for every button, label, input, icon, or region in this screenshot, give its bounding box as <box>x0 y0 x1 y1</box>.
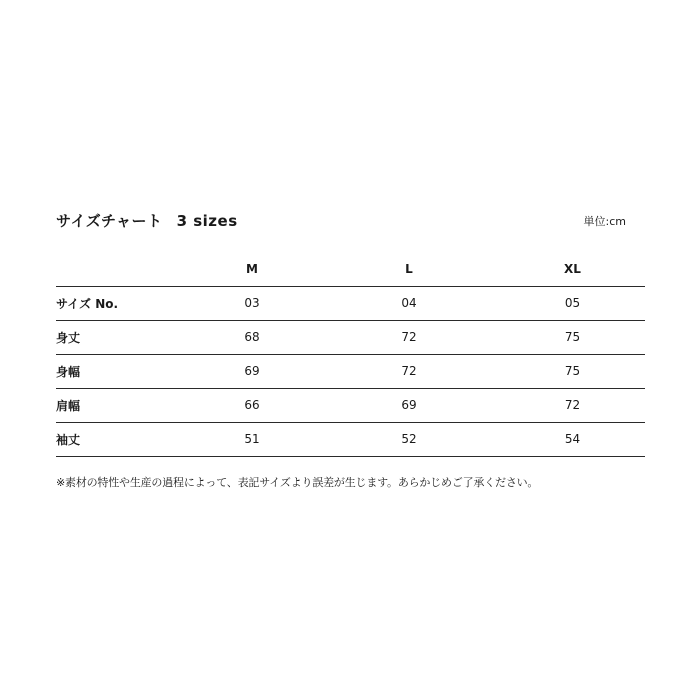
header-cell-label <box>56 252 186 286</box>
header-cell-l: L <box>318 252 500 286</box>
row-label: サイズ No. <box>56 286 186 320</box>
row-label: 袖丈 <box>56 422 186 456</box>
row-label: 身丈 <box>56 320 186 354</box>
cell-value: 68 <box>186 320 318 354</box>
table-row <box>56 422 645 456</box>
cell-value: 69 <box>318 388 500 422</box>
cell-value: 72 <box>318 354 500 388</box>
footnote: ※素材の特性や生産の過程によって、表記サイズより誤差が生じます。あらかじめご了承ください。 <box>56 476 539 489</box>
size-table <box>56 252 645 457</box>
cell-value: 75 <box>500 320 645 354</box>
row-label: 肩幅 <box>56 388 186 422</box>
cell-value: 51 <box>186 422 318 456</box>
cell-value: 54 <box>500 422 645 456</box>
cell-value: 69 <box>186 354 318 388</box>
cell-value: 66 <box>186 388 318 422</box>
chart-title: サイズチャート <box>56 212 163 230</box>
size-count: 3 sizes <box>176 212 238 230</box>
cell-value: 03 <box>186 286 318 320</box>
row-label: 身幅 <box>56 354 186 388</box>
cell-value: 52 <box>318 422 500 456</box>
page-title <box>56 210 238 231</box>
header-cell-m: M <box>186 252 318 286</box>
table-header-row <box>56 252 645 286</box>
table-row <box>56 388 645 422</box>
cell-value: 05 <box>500 286 645 320</box>
table-row <box>56 320 645 354</box>
cell-value: 04 <box>318 286 500 320</box>
table-row <box>56 354 645 388</box>
table-row <box>56 286 645 320</box>
cell-value: 72 <box>318 320 500 354</box>
cell-value: 72 <box>500 388 645 422</box>
unit-label: 単位:cm <box>583 215 626 228</box>
header-cell-xl: XL <box>500 252 645 286</box>
cell-value: 75 <box>500 354 645 388</box>
